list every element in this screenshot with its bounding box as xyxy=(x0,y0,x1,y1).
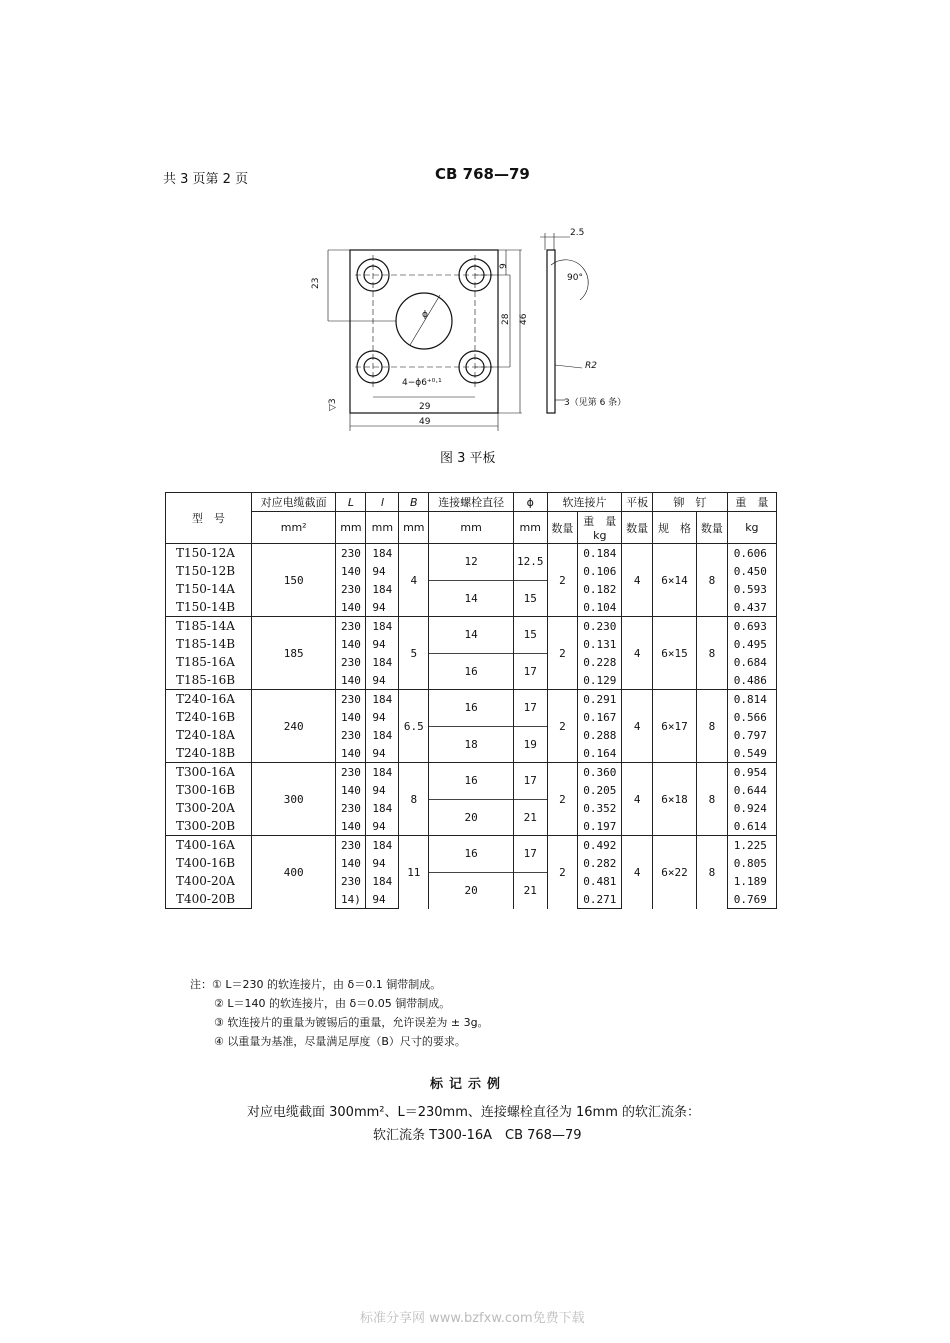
l-cell: 94 xyxy=(366,744,399,763)
flat-qty-cell: 4 xyxy=(622,544,653,617)
bolt-cell: 16 xyxy=(429,763,514,800)
L-cell: 140 xyxy=(336,671,366,690)
bolt-cell: 14 xyxy=(429,580,514,617)
holes-label: 4−ϕ6⁺⁰·¹ xyxy=(402,378,442,388)
phi-cell: 21 xyxy=(513,872,547,909)
th-B: B xyxy=(399,493,429,512)
weight-cell: 0.797 xyxy=(727,726,776,744)
example-marking: 软汇流条 T300-16A CB 768—79 xyxy=(373,1128,582,1143)
soft-qty-cell: 2 xyxy=(547,763,578,836)
page-counter: 共 3 页第 2 页 xyxy=(163,172,249,187)
weight-cell: 0.805 xyxy=(727,854,776,872)
roughness-mark: ▽3 xyxy=(328,398,338,411)
model-cell: T185-14B xyxy=(166,635,252,653)
th-section-unit: mm² xyxy=(251,512,336,544)
th-L-unit: mm xyxy=(336,512,366,544)
l-cell: 94 xyxy=(366,890,399,909)
section-cell: 400 xyxy=(251,836,336,909)
soft-weight-cell: 0.291 xyxy=(578,690,622,709)
soft-weight-cell: 0.184 xyxy=(578,544,622,563)
th-phi: ϕ xyxy=(513,493,547,512)
rivet-spec-cell: 6×14 xyxy=(652,544,696,617)
notes xyxy=(190,975,489,1051)
note-4: ④ 以重量为基准，尽量满足厚度（B）尺寸的要求。 xyxy=(214,1035,466,1048)
model-cell: T185-16A xyxy=(166,653,252,671)
l-cell: 184 xyxy=(366,690,399,709)
soft-weight-cell: 0.492 xyxy=(578,836,622,855)
bolt-cell: 18 xyxy=(429,726,514,763)
weight-cell: 0.606 xyxy=(727,544,776,563)
l-cell: 184 xyxy=(366,580,399,598)
L-cell: 230 xyxy=(336,872,366,890)
section-cell: 240 xyxy=(251,690,336,763)
table-row xyxy=(166,836,777,855)
standard-code: CB 768—79 xyxy=(435,165,530,183)
l-cell: 184 xyxy=(366,726,399,744)
model-cell: T240-16A xyxy=(166,690,252,709)
model-cell: T400-16A xyxy=(166,836,252,855)
soft-weight-cell: 0.360 xyxy=(578,763,622,782)
bolt-cell: 14 xyxy=(429,617,514,654)
footer-watermark: 标准分享网 www.bzfxw.com免费下载 xyxy=(360,1311,585,1326)
L-cell: 230 xyxy=(336,580,366,598)
L-cell: 140 xyxy=(336,708,366,726)
soft-weight-cell: 0.481 xyxy=(578,872,622,890)
soft-weight-cell: 0.282 xyxy=(578,854,622,872)
th-B-unit: mm xyxy=(399,512,429,544)
l-cell: 184 xyxy=(366,653,399,671)
phi-cell: 17 xyxy=(513,763,547,800)
L-cell: 230 xyxy=(336,653,366,671)
l-cell: 94 xyxy=(366,817,399,836)
l-cell: 94 xyxy=(366,671,399,690)
dim-29: 29 xyxy=(419,402,431,412)
model-cell: T300-16B xyxy=(166,781,252,799)
th-l-unit: mm xyxy=(366,512,399,544)
th-soft-wt: 重 量 kg xyxy=(578,512,622,544)
dim-9: 9 xyxy=(499,263,509,269)
soft-weight-cell: 0.197 xyxy=(578,817,622,836)
phi-cell: 17 xyxy=(513,836,547,873)
soft-weight-cell: 0.205 xyxy=(578,781,622,799)
note-1: ① L＝230 的软连接片，由 δ＝0.1 铜带制成。 xyxy=(212,978,442,991)
th-weight: 重 量 xyxy=(727,493,776,512)
weight-cell: 1.189 xyxy=(727,872,776,890)
table-row xyxy=(166,763,777,782)
bolt-cell: 16 xyxy=(429,653,514,690)
weight-cell: 0.566 xyxy=(727,708,776,726)
soft-qty-cell: 2 xyxy=(547,544,578,617)
soft-weight-cell: 0.164 xyxy=(578,744,622,763)
weight-cell: 0.495 xyxy=(727,635,776,653)
phi-cell: 17 xyxy=(513,690,547,727)
th-soft-qty: 数量 xyxy=(547,512,578,544)
model-cell: T400-20B xyxy=(166,890,252,909)
rivet-qty-cell: 8 xyxy=(697,544,728,617)
rivet-qty-cell: 8 xyxy=(697,690,728,763)
table-row xyxy=(166,617,777,636)
soft-weight-cell: 0.352 xyxy=(578,799,622,817)
th-model: 型 号 xyxy=(166,493,252,544)
th-L: L xyxy=(336,493,366,512)
rivet-spec-cell: 6×22 xyxy=(652,836,696,909)
radius-label: R2 xyxy=(585,361,597,371)
dim-28: 28 xyxy=(501,313,511,325)
dim-49: 49 xyxy=(419,417,431,427)
soft-weight-cell: 0.182 xyxy=(578,580,622,598)
bolt-cell: 16 xyxy=(429,690,514,727)
L-cell: 230 xyxy=(336,799,366,817)
l-cell: 184 xyxy=(366,617,399,636)
model-cell: T300-20B xyxy=(166,817,252,836)
model-cell: T185-14A xyxy=(166,617,252,636)
model-cell: T150-12A xyxy=(166,544,252,563)
model-cell: T185-16B xyxy=(166,671,252,690)
flat-plate-drawing xyxy=(311,225,660,435)
angle-label: 90° xyxy=(567,273,583,283)
B-cell: 4 xyxy=(399,544,429,617)
l-cell: 184 xyxy=(366,872,399,890)
weight-cell: 0.814 xyxy=(727,690,776,709)
model-cell: T240-18B xyxy=(166,744,252,763)
phi-cell: 21 xyxy=(513,799,547,836)
weight-cell: 0.693 xyxy=(727,617,776,636)
notes-prefix: 注： xyxy=(190,978,212,991)
L-cell: 140 xyxy=(336,635,366,653)
B-cell: 6.5 xyxy=(399,690,429,763)
model-cell: T150-14B xyxy=(166,598,252,617)
model-cell: T400-20A xyxy=(166,872,252,890)
phi-cell: 15 xyxy=(513,580,547,617)
dim-46: 46 xyxy=(519,313,529,325)
soft-weight-cell: 0.129 xyxy=(578,671,622,690)
plate-side-view xyxy=(547,250,555,413)
weight-cell: 0.924 xyxy=(727,799,776,817)
section-cell: 300 xyxy=(251,763,336,836)
L-cell: 230 xyxy=(336,617,366,636)
l-cell: 184 xyxy=(366,763,399,782)
phi-cell: 15 xyxy=(513,617,547,654)
plate-outline xyxy=(350,250,498,413)
L-cell: 230 xyxy=(336,544,366,563)
th-rivet-qty: 数量 xyxy=(697,512,728,544)
l-cell: 184 xyxy=(366,836,399,855)
weight-cell: 0.450 xyxy=(727,562,776,580)
soft-weight-cell: 0.131 xyxy=(578,635,622,653)
weight-cell: 0.593 xyxy=(727,580,776,598)
note-2: ② L＝140 的软连接片，由 δ＝0.05 铜带制成。 xyxy=(214,997,451,1010)
section-cell: 185 xyxy=(251,617,336,690)
L-cell: 230 xyxy=(336,726,366,744)
soft-weight-cell: 0.230 xyxy=(578,617,622,636)
weight-cell: 0.644 xyxy=(727,781,776,799)
L-cell: 140 xyxy=(336,562,366,580)
l-cell: 94 xyxy=(366,854,399,872)
soft-qty-cell: 2 xyxy=(547,836,578,909)
weight-cell: 0.437 xyxy=(727,598,776,617)
th-rivet: 铆 钉 xyxy=(652,493,727,512)
note-3: ③ 软连接片的重量为镀锡后的重量，允许误差为 ± 3g。 xyxy=(214,1016,489,1029)
weight-cell: 0.486 xyxy=(727,671,776,690)
weight-cell: 0.769 xyxy=(727,890,776,909)
l-cell: 94 xyxy=(366,598,399,617)
model-cell: T400-16B xyxy=(166,854,252,872)
example-title: 标记示例 xyxy=(430,1077,507,1092)
B-cell: 11 xyxy=(399,836,429,909)
th-soft: 软连接片 xyxy=(547,493,622,512)
flat-qty-cell: 4 xyxy=(622,836,653,909)
bolt-cell: 16 xyxy=(429,836,514,873)
bolt-cell: 12 xyxy=(429,544,514,581)
l-cell: 94 xyxy=(366,708,399,726)
soft-qty-cell: 2 xyxy=(547,690,578,763)
soft-weight-cell: 0.106 xyxy=(578,562,622,580)
th-flat-qty: 数量 xyxy=(622,512,653,544)
phi-cell: 12.5 xyxy=(513,544,547,581)
table-row xyxy=(166,690,777,709)
center-hole xyxy=(396,293,452,349)
spec-table xyxy=(165,492,777,909)
th-weight-unit: kg xyxy=(727,512,776,544)
figure-caption: 图 3 平板 xyxy=(440,451,496,466)
L-cell: 140 xyxy=(336,854,366,872)
L-cell: 230 xyxy=(336,836,366,855)
rivet-qty-cell: 8 xyxy=(697,763,728,836)
soft-weight-cell: 0.167 xyxy=(578,708,622,726)
dim-23: 23 xyxy=(311,277,321,289)
weight-cell: 0.549 xyxy=(727,744,776,763)
dim-2-5: 2.5 xyxy=(570,228,585,238)
model-cell: T150-14A xyxy=(166,580,252,598)
rivet-qty-cell: 8 xyxy=(697,617,728,690)
example-description: 对应电缆截面 300mm²、L＝230mm、连接螺栓直径为 16mm 的软汇流条： xyxy=(247,1105,701,1120)
soft-weight-cell: 0.228 xyxy=(578,653,622,671)
model-cell: T300-20A xyxy=(166,799,252,817)
weight-cell: 0.684 xyxy=(727,653,776,671)
rivet-qty-cell: 8 xyxy=(697,836,728,909)
l-cell: 94 xyxy=(366,635,399,653)
th-section: 对应电缆截面 xyxy=(251,493,336,512)
th-bolt: 连接螺栓直径 xyxy=(429,493,514,512)
l-cell: 94 xyxy=(366,562,399,580)
table-row xyxy=(166,544,777,563)
phi-cell: 17 xyxy=(513,653,547,690)
l-cell: 184 xyxy=(366,544,399,563)
l-cell: 184 xyxy=(366,799,399,817)
L-cell: 230 xyxy=(336,763,366,782)
L-cell: 140 xyxy=(336,598,366,617)
B-cell: 5 xyxy=(399,617,429,690)
th-l: l xyxy=(366,493,399,512)
weight-cell: 1.225 xyxy=(727,836,776,855)
soft-qty-cell: 2 xyxy=(547,617,578,690)
L-cell: 140 xyxy=(336,817,366,836)
th-flat: 平板 xyxy=(622,493,653,512)
th-rivet-spec: 规 格 xyxy=(652,512,696,544)
bolt-cell: 20 xyxy=(429,872,514,909)
flat-qty-cell: 4 xyxy=(622,763,653,836)
model-cell: T240-16B xyxy=(166,708,252,726)
model-cell: T150-12B xyxy=(166,562,252,580)
l-cell: 94 xyxy=(366,781,399,799)
model-cell: T240-18A xyxy=(166,726,252,744)
weight-cell: 0.954 xyxy=(727,763,776,782)
rivet-spec-cell: 6×17 xyxy=(652,690,696,763)
rivet-spec-cell: 6×18 xyxy=(652,763,696,836)
th-bolt-unit: mm xyxy=(429,512,514,544)
L-cell: 140 xyxy=(336,744,366,763)
section-cell: 150 xyxy=(251,544,336,617)
model-cell: T300-16A xyxy=(166,763,252,782)
L-cell: 14) xyxy=(336,890,366,909)
L-cell: 140 xyxy=(336,781,366,799)
th-phi-unit: mm xyxy=(513,512,547,544)
soft-weight-cell: 0.288 xyxy=(578,726,622,744)
weight-cell: 0.614 xyxy=(727,817,776,836)
phi-label: ϕ xyxy=(422,310,428,320)
soft-weight-cell: 0.104 xyxy=(578,598,622,617)
L-cell: 230 xyxy=(336,690,366,709)
flat-qty-cell: 4 xyxy=(622,690,653,763)
bolt-cell: 20 xyxy=(429,799,514,836)
thickness-label: 3（见第 6 条） xyxy=(564,398,627,408)
B-cell: 8 xyxy=(399,763,429,836)
phi-cell: 19 xyxy=(513,726,547,763)
flat-qty-cell: 4 xyxy=(622,617,653,690)
soft-weight-cell: 0.271 xyxy=(578,890,622,909)
rivet-spec-cell: 6×15 xyxy=(652,617,696,690)
